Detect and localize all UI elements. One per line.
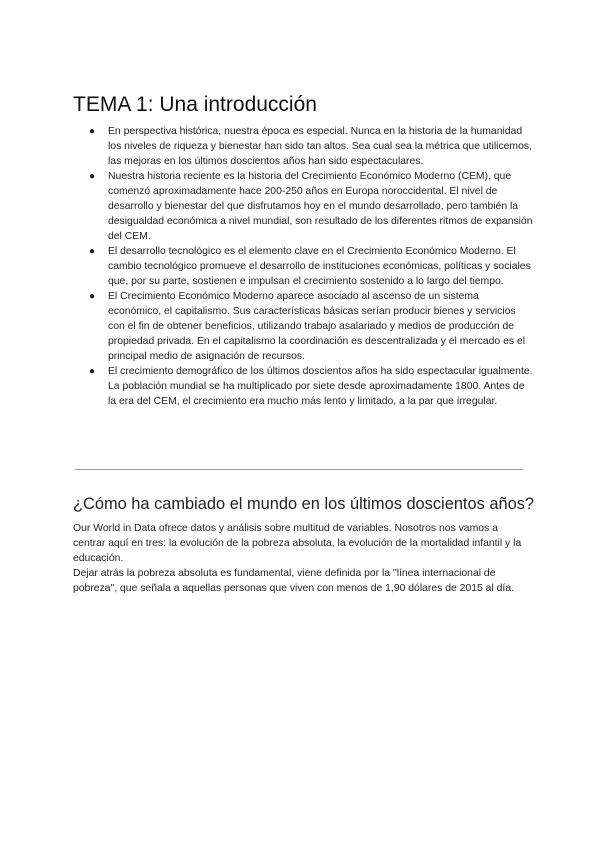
- bullet-icon: ●: [89, 246, 96, 257]
- list-item-text: El crecimiento demográfico de los últimos doscientos años ha sido espectacular igualmente. La población mundial se ha multiplicado por siete desde aproximadamente 1800. Antes de la era del CEM, el crecimiento era mucho más lento y limitado, a la par que irregular.: [108, 366, 533, 407]
- list-item-text: El desarrollo tecnológico es el elemento clave en el Crecimiento Económico Moderno. El cambio tecnológico promueve el desarrollo de instituciones económicas, políticas y sociales que, por su parte, sostienen e impulsan el crecimiento sostenido a lo largo del tiempo.: [108, 246, 531, 287]
- list-item: [89, 244, 533, 289]
- bullet-list: [89, 124, 533, 409]
- list-item-text: Nuestra historia reciente es la historia del Crecimiento Económico Moderno (CEM), que comenzó aproximadamente hace 200-250 años en Europa noroccidental. El nivel de desarrollo y bienestar del que disfrutamos hoy en el mundo desarrollado, pero también la desigualdad económica a nivel mundial, son resultado de los diferentes ritmos de expansión del CEM.: [108, 171, 533, 242]
- page-title: TEMA 1: Una introducción: [73, 93, 317, 116]
- paragraph-intro: Our World in Data ofrece datos y análisis sobre multitud de variables. Nosotros nos vamos a centrar aquí en tres: la evolución de la pobreza absoluta, la evolución de la mortalidad infantil y la educación.: [73, 523, 522, 564]
- section-heading: ¿Cómo ha cambiado el mundo en los últimos doscientos años?: [73, 495, 535, 513]
- list-item-text: El Crecimiento Económico Moderno aparece asociado al ascenso de un sistema económico, el capitalismo. Sus características básicas serían producir bienes y servicios con el fin de obtener beneficios, utilizando trabajo asalariado y medios de producción de propiedad privada. En el capitalismo la coordinación es descentralizada y el mercado es el principal medio de asignación de recursos.: [108, 291, 526, 362]
- list-item: [89, 289, 533, 364]
- bullet-icon: ●: [89, 126, 96, 137]
- list-item: [89, 364, 533, 409]
- list-item-text: En perspectiva histórica, nuestra época es especial. Nunca en la historia de la humanidad los niveles de riqueza y bienestar han sido tan altos. Sea cual sea la métrica que utilicemos, las mejoras en los últimos doscientos años han sido espectaculares.: [108, 126, 532, 167]
- bullet-icon: ●: [89, 291, 96, 302]
- list-item: [89, 169, 533, 244]
- horizontal-divider: [75, 469, 523, 470]
- bullet-icon: ●: [89, 366, 96, 377]
- list-item: [89, 124, 533, 169]
- bullet-icon: ●: [89, 171, 96, 182]
- paragraph-poverty: Dejar atrás la pobreza absoluta es fundamental, viene definida por la "línea internacional de pobreza", que señala a aquellas personas que viven con menos de 1,90 dólares de 2015 al día.: [73, 568, 514, 594]
